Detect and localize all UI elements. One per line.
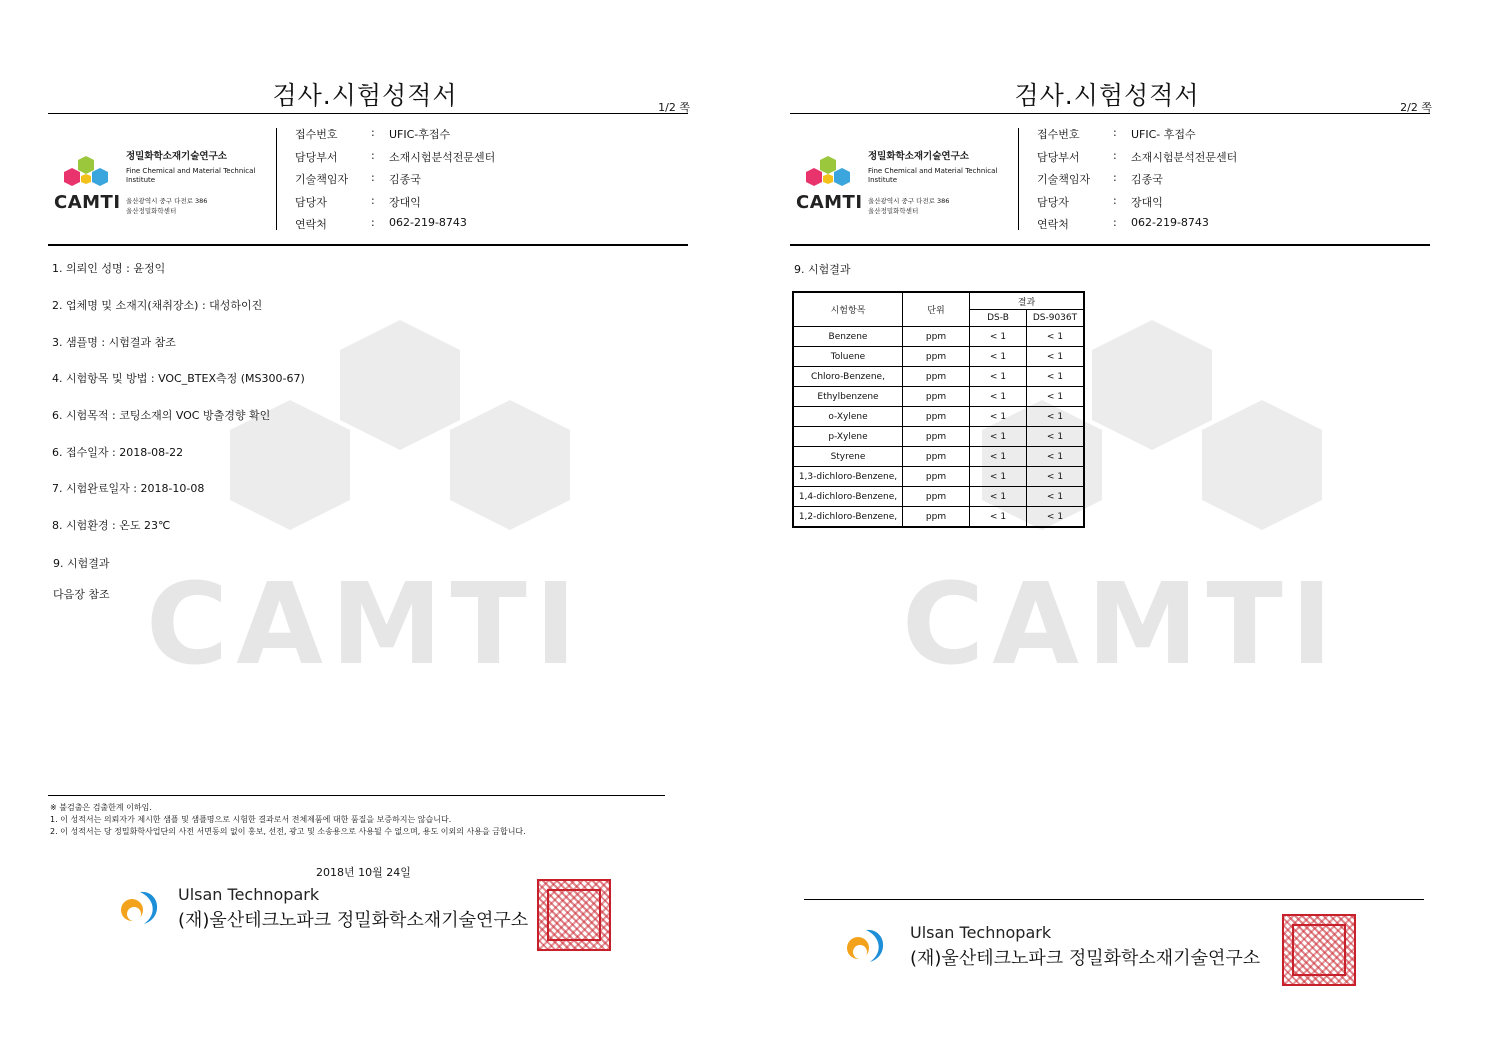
page-title: 검사.시험성적서 <box>272 81 458 110</box>
info-value: 장대익 <box>1131 195 1163 209</box>
table-row <box>793 327 1084 347</box>
info-row: 기술책임자 : 김종국 <box>295 171 495 194</box>
header-test-item: 시험항목 <box>793 292 903 327</box>
info-key: 담당부서 <box>1037 150 1080 164</box>
header-sample-2: DS-9036T <box>1027 310 1085 327</box>
logo-address-line1: 울산광역시 중구 다전로 386 <box>126 197 208 205</box>
info-value: UFIC- 후접수 <box>1131 128 1196 141</box>
cell-s2: < 1 <box>1027 447 1085 467</box>
cell-s1: < 1 <box>970 507 1027 528</box>
table-row <box>793 367 1084 387</box>
info-row: 접수번호 : UFIC-후접수 <box>295 126 495 149</box>
info-value: 김종국 <box>389 173 421 186</box>
cell-item: 1,4-dichloro-Benzene, <box>793 487 903 507</box>
header-divider <box>48 244 688 246</box>
cell-s2: < 1 <box>1027 347 1085 367</box>
title-divider <box>48 113 688 114</box>
item-see-next-page: 다음장 참조 <box>53 588 110 601</box>
cell-item: Styrene <box>793 447 903 467</box>
info-key: 접수번호 <box>1037 128 1080 141</box>
item-client-name: 1. 의뢰인 성명 : 윤정익 <box>52 262 166 275</box>
cell-s1: < 1 <box>970 447 1027 467</box>
results-section-title: 9. 시험결과 <box>794 263 851 276</box>
footer-english-name: Ulsan Technopark <box>178 885 320 904</box>
logo-address-line1: 울산광역시 중구 다전로 386 <box>868 197 950 205</box>
cell-unit: ppm <box>903 447 970 467</box>
logo-wordmark: CAMTI <box>54 192 121 213</box>
info-value: 소재시험분석전문센터 <box>1131 150 1238 164</box>
watermark-hexagons <box>150 310 610 560</box>
table-row <box>793 447 1084 467</box>
notes <box>50 802 526 838</box>
info-value: 062-219-8743 <box>389 216 467 229</box>
item-test-method: 4. 시험항목 및 방법 : VOC_BTEX측정 (MS300-67) <box>52 372 305 385</box>
cell-unit: ppm <box>903 467 970 487</box>
cell-s1: < 1 <box>970 407 1027 427</box>
cell-unit: ppm <box>903 347 970 367</box>
camti-hexagon-icon <box>54 152 124 196</box>
info-row: 담당부서 : 소재시험분석전문센터 <box>1037 149 1237 172</box>
info-row: 담당자 : 장대익 <box>1037 194 1237 217</box>
cell-item: Toluene <box>793 347 903 367</box>
header-divider <box>790 244 1430 246</box>
title-divider <box>790 113 1430 114</box>
notes-divider <box>48 795 665 796</box>
logo-address-line2: 울산정밀화학센터 <box>126 207 177 215</box>
cell-s2: < 1 <box>1027 427 1085 447</box>
logo-address <box>126 196 207 216</box>
table-header-row <box>793 292 1084 310</box>
footer-korean-name: (재)울산테크노파크 정밀화학소재기술연구소 <box>910 948 1261 969</box>
cell-item: Benzene <box>793 327 903 347</box>
header-info <box>295 126 495 239</box>
item-sample-name: 3. 샘플명 : 시험결과 참조 <box>52 336 176 349</box>
cell-s1: < 1 <box>970 367 1027 387</box>
info-key: 기술책임자 <box>295 173 349 186</box>
header-sample-1: DS-B <box>970 310 1027 327</box>
table-row <box>793 467 1084 487</box>
cell-s2: < 1 <box>1027 407 1085 427</box>
cell-unit: ppm <box>903 387 970 407</box>
technopark-logo-icon <box>844 922 894 966</box>
logo-address-line2: 울산정밀화학센터 <box>868 207 919 215</box>
info-key: 담당자 <box>1037 195 1069 209</box>
table-row <box>793 407 1084 427</box>
camti-hexagon-icon <box>796 152 866 196</box>
cell-item: Chloro-Benzene, <box>793 367 903 387</box>
cell-s1: < 1 <box>970 467 1027 487</box>
cell-item: p-Xylene <box>793 427 903 447</box>
cell-s2: < 1 <box>1027 507 1085 528</box>
cell-unit: ppm <box>903 507 970 528</box>
table-row <box>793 507 1084 528</box>
info-row: 담당자 : 장대익 <box>295 194 495 217</box>
info-row: 연락처 : 062-219-8743 <box>1037 216 1237 239</box>
cell-s1: < 1 <box>970 427 1027 447</box>
info-value: 소재시험분석전문센터 <box>389 150 496 164</box>
cell-unit: ppm <box>903 407 970 427</box>
item-test-results: 9. 시험결과 <box>53 557 110 570</box>
table-row <box>793 487 1084 507</box>
camti-logo <box>796 148 1016 228</box>
issue-date: 2018년 10월 24일 <box>316 866 411 879</box>
table-row <box>793 427 1084 447</box>
info-row: 접수번호 : UFIC- 후접수 <box>1037 126 1237 149</box>
info-key: 담당자 <box>295 195 327 209</box>
item-company: 2. 업체명 및 소재지(채취장소) : 대성하이진 <box>52 299 263 312</box>
results-table <box>792 291 1085 528</box>
info-key: 연락처 <box>295 218 327 231</box>
cell-unit: ppm <box>903 427 970 447</box>
cell-s1: < 1 <box>970 487 1027 507</box>
page-title: 검사.시험성적서 <box>1014 81 1200 110</box>
item-test-environment: 8. 시험환경 : 온도 23℃ <box>52 519 171 532</box>
header-vertical-divider <box>276 128 277 230</box>
info-key: 연락처 <box>1037 218 1069 231</box>
header-unit: 단위 <box>903 292 970 327</box>
cell-unit: ppm <box>903 327 970 347</box>
cell-item: 1,3-dichloro-Benzene, <box>793 467 903 487</box>
info-value: 062-219-8743 <box>1131 216 1209 229</box>
info-row: 담당부서 : 소재시험분석전문센터 <box>295 149 495 172</box>
info-key: 담당부서 <box>295 150 338 164</box>
logo-org-english: Fine Chemical and Material Technical Institute <box>126 167 256 184</box>
cell-item: Ethylbenzene <box>793 387 903 407</box>
cell-unit: ppm <box>903 367 970 387</box>
note-line: 2. 이 성적서는 당 정밀화학사업단의 사전 서면동의 없이 홍보, 선전, 광고 및 소송용으로 사용될 수 없으며, 용도 이외의 사용을 금합니다. <box>50 827 526 836</box>
cell-s1: < 1 <box>970 387 1027 407</box>
cell-unit: ppm <box>903 487 970 507</box>
info-row: 연락처 : 062-219-8743 <box>295 216 495 239</box>
cell-s1: < 1 <box>970 327 1027 347</box>
watermark-camti: CAMTI <box>146 560 585 690</box>
logo-org-name: 정밀화학소재기술연구소 <box>868 151 969 162</box>
note-line: ※ 불검출은 검출한계 이하임. <box>50 803 152 812</box>
cell-item: o-Xylene <box>793 407 903 427</box>
table-row <box>793 347 1084 367</box>
item-test-purpose: 6. 시험목적 : 코팅소재의 VOC 방출경향 확인 <box>52 409 271 422</box>
watermark-camti: CAMTI <box>902 560 1341 690</box>
info-key: 접수번호 <box>295 128 338 141</box>
logo-org-name: 정밀화학소재기술연구소 <box>126 151 227 162</box>
report-page-1 <box>40 0 700 1053</box>
cell-s1: < 1 <box>970 347 1027 367</box>
footer-english-name: Ulsan Technopark <box>910 923 1052 942</box>
page-number: 1/2 쪽 <box>658 101 690 114</box>
info-row: 기술책임자 : 김종국 <box>1037 171 1237 194</box>
footer-korean-name: (재)울산테크노파크 정밀화학소재기술연구소 <box>178 910 529 931</box>
header-vertical-divider <box>1018 128 1019 230</box>
logo-address <box>868 196 949 216</box>
info-value: 김종국 <box>1131 173 1163 186</box>
official-seal <box>537 879 611 951</box>
info-value: 장대익 <box>389 195 421 209</box>
official-seal <box>1282 914 1356 986</box>
header-info <box>1037 126 1237 239</box>
cell-s2: < 1 <box>1027 467 1085 487</box>
cell-s2: < 1 <box>1027 367 1085 387</box>
item-completion-date: 7. 시험완료일자 : 2018-10-08 <box>52 482 205 495</box>
report-page-2 <box>782 0 1442 1053</box>
header-result: 결과 <box>970 292 1085 310</box>
cell-item: 1,2-dichloro-Benzene, <box>793 507 903 528</box>
logo-org-english: Fine Chemical and Material Technical Institute <box>868 167 998 184</box>
table-row <box>793 387 1084 407</box>
item-receipt-date: 6. 접수일자 : 2018-08-22 <box>52 446 184 459</box>
technopark-logo-icon <box>118 884 168 928</box>
info-value: UFIC-후접수 <box>389 128 451 141</box>
cell-s2: < 1 <box>1027 387 1085 407</box>
info-key: 기술책임자 <box>1037 173 1091 186</box>
camti-logo <box>54 148 274 228</box>
logo-wordmark: CAMTI <box>796 192 863 213</box>
page-number: 2/2 쪽 <box>1400 101 1432 114</box>
cell-s2: < 1 <box>1027 327 1085 347</box>
note-line: 1. 이 성적서는 의뢰자가 제시한 샘플 및 샘플명으로 시험한 결과로서 전체제품에 대한 품질을 보증하지는 않습니다. <box>50 815 452 824</box>
footer-divider <box>804 899 1424 900</box>
cell-s2: < 1 <box>1027 487 1085 507</box>
